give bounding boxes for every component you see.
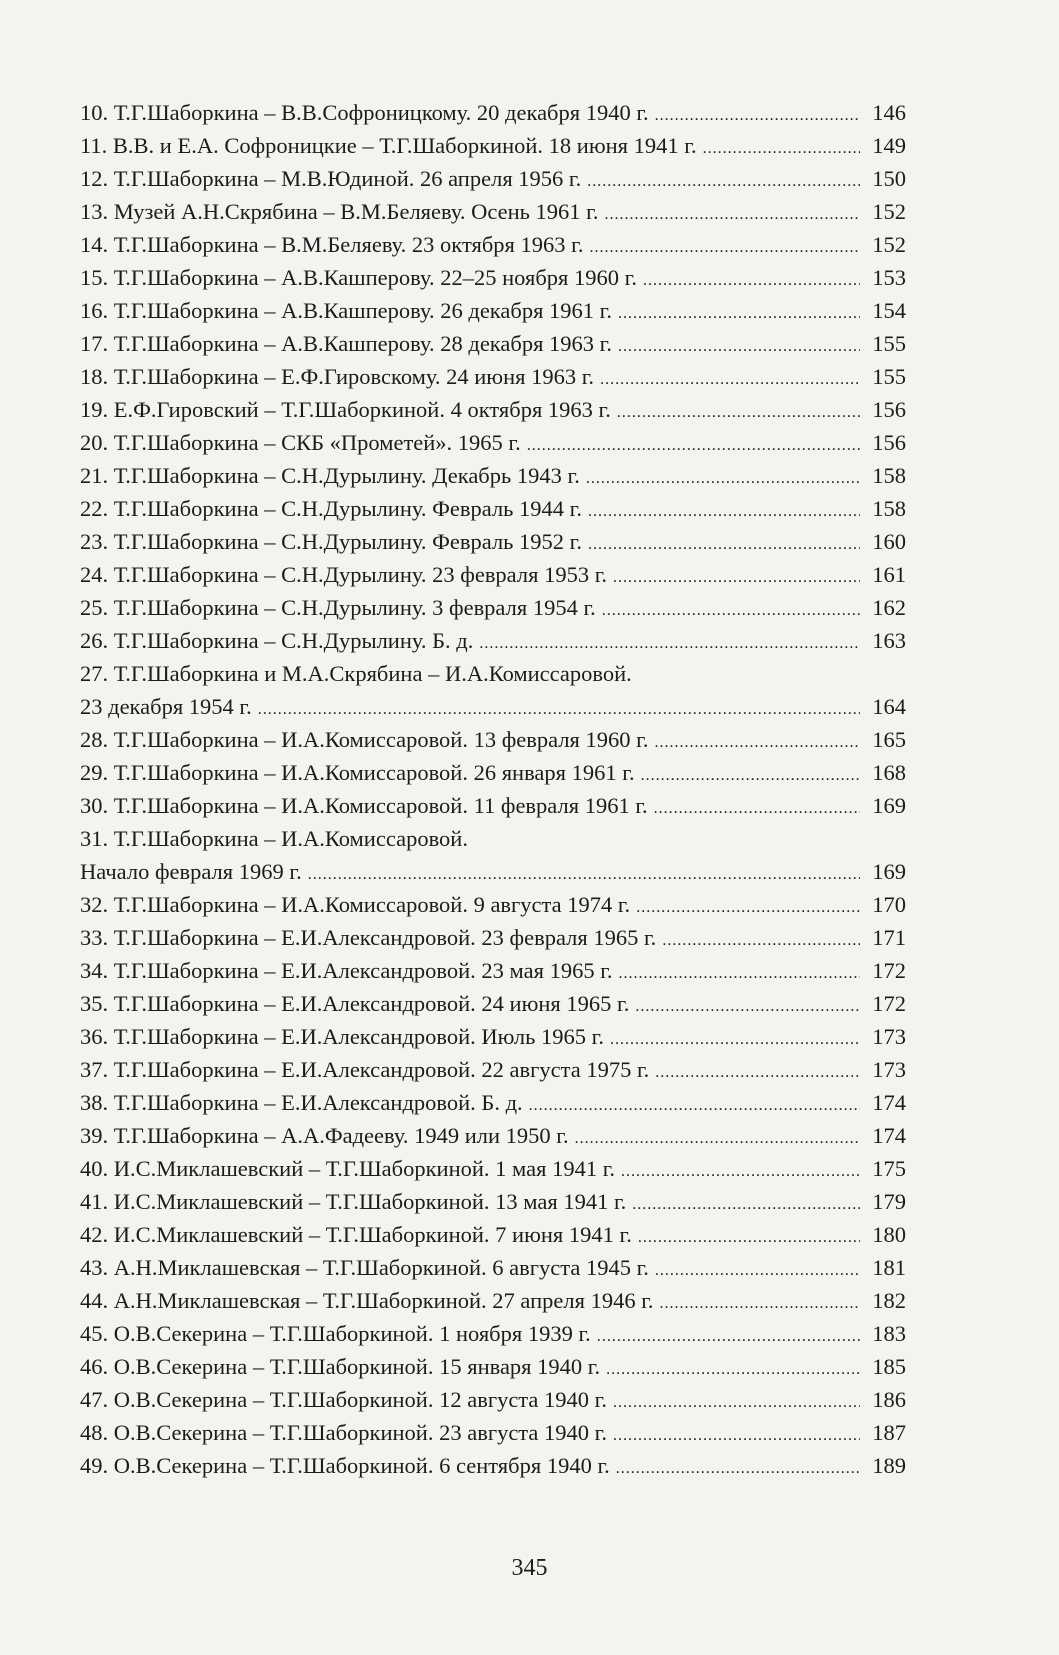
toc-entry-page: 170 <box>872 892 906 917</box>
toc-entry <box>80 1185 906 1218</box>
toc-entry-title: 30. Т.Г.Шаборкина – И.А.Комиссаровой. 11 февраля 1961 г. <box>80 793 648 818</box>
toc-entry <box>80 1383 906 1416</box>
toc-entry-title: 39. Т.Г.Шаборкина – А.А.Фадееву. 1949 или 1950 г. <box>80 1123 569 1148</box>
toc-entry <box>80 954 906 987</box>
toc-entry <box>80 1416 906 1449</box>
toc-entry <box>80 690 906 723</box>
dot-leader <box>613 1419 860 1452</box>
toc-entry-title: 47. О.В.Секерина – Т.Г.Шаборкиной. 12 августа 1940 г. <box>80 1387 607 1412</box>
toc-entry <box>80 525 906 558</box>
dot-leader <box>529 1089 860 1122</box>
dot-leader <box>589 231 860 264</box>
dot-leader <box>605 198 861 231</box>
toc-entry-page: 180 <box>872 1222 906 1247</box>
dot-leader <box>619 957 860 990</box>
toc-entry-title: 43. А.Н.Миклашевская – Т.Г.Шаборкиной. 6 августа 1945 г. <box>80 1255 649 1280</box>
toc-entry-page: 186 <box>872 1387 906 1412</box>
toc-entry-title: 33. Т.Г.Шаборкина – Е.И.Александровой. 23 февраля 1965 г. <box>80 925 657 950</box>
toc-entry-title: 23. Т.Г.Шаборкина – С.Н.Дурылину. Февраль 1952 г. <box>80 529 582 554</box>
toc-entry-title: 48. О.В.Секерина – Т.Г.Шаборкиной. 23 августа 1940 г. <box>80 1420 607 1445</box>
toc-entry <box>80 228 906 261</box>
dot-leader <box>654 726 860 759</box>
toc-entry <box>80 1119 906 1152</box>
toc-entry-title: 17. Т.Г.Шаборкина – А.В.Кашперову. 28 декабря 1963 г. <box>80 331 613 356</box>
dot-leader <box>618 330 860 363</box>
toc-entry-title: Начало февраля 1969 г. <box>80 859 302 884</box>
dot-leader <box>258 693 860 726</box>
toc-entry <box>80 1350 906 1383</box>
toc-entry-page: 181 <box>872 1255 906 1280</box>
toc-entry-title: 34. Т.Г.Шаборкина – Е.И.Александровой. 23 мая 1965 г. <box>80 958 613 983</box>
toc-entry-page: 161 <box>872 562 906 587</box>
dot-leader <box>586 462 860 495</box>
toc-entry-title: 24. Т.Г.Шаборкина – С.Н.Дурылину. 23 февраля 1953 г. <box>80 562 608 587</box>
toc-entry <box>80 921 906 954</box>
toc-entry <box>80 393 906 426</box>
toc-entry-title: 27. Т.Г.Шаборкина и М.А.Скрябина – И.А.Комиссаровой. <box>80 661 632 686</box>
toc-entry-page: 156 <box>872 397 906 422</box>
dot-leader <box>606 1353 860 1386</box>
dot-leader <box>662 924 860 957</box>
toc-entry <box>80 1152 906 1185</box>
toc-entry <box>80 96 906 129</box>
toc-entry-page: 171 <box>872 925 906 950</box>
toc-entry-title: 13. Музей А.Н.Скрябина – В.М.Беляеву. Осень 1961 г. <box>80 199 599 224</box>
toc-entry-page: 152 <box>872 199 906 224</box>
toc-entry-page: 158 <box>872 496 906 521</box>
toc-entry <box>80 591 906 624</box>
toc-entry <box>80 789 906 822</box>
toc-entry-title: 23 декабря 1954 г. <box>80 694 252 719</box>
toc-entry-page: 174 <box>872 1090 906 1115</box>
toc-entry-title: 14. Т.Г.Шаборкина – В.М.Беляеву. 23 октября 1963 г. <box>80 232 584 257</box>
toc-entry <box>80 1218 906 1251</box>
toc-entry-page: 152 <box>872 232 906 257</box>
toc-entry-page: 189 <box>872 1453 906 1478</box>
toc-entry-page: 173 <box>872 1057 906 1082</box>
toc-entry-title: 29. Т.Г.Шаборкина – И.А.Комиссаровой. 26 января 1961 г. <box>80 760 635 785</box>
toc-entry <box>80 459 906 492</box>
toc-entry <box>80 756 906 789</box>
toc-entry-page: 173 <box>872 1024 906 1049</box>
toc-entry-title: 16. Т.Г.Шаборкина – А.В.Кашперову. 26 декабря 1961 г. <box>80 298 613 323</box>
toc-entry <box>80 723 906 756</box>
dot-leader <box>617 396 860 429</box>
toc-entry <box>80 1020 906 1053</box>
toc-entry-title: 40. И.С.Миклашевский – Т.Г.Шаборкиной. 1 мая 1941 г. <box>80 1156 616 1181</box>
toc-entry-page: 146 <box>872 100 906 125</box>
toc-entry-page: 162 <box>872 595 906 620</box>
toc-entry-title: 12. Т.Г.Шаборкина – М.В.Юдиной. 26 апреля 1956 г. <box>80 166 582 191</box>
toc-entry <box>80 987 906 1020</box>
toc-entry <box>80 492 906 525</box>
toc-entry <box>80 195 906 228</box>
toc-entry-page: 169 <box>872 859 906 884</box>
page-number: 345 <box>511 1555 548 1581</box>
toc-entry-page: 155 <box>872 364 906 389</box>
toc-entry-title: 19. Е.Ф.Гировский – Т.Г.Шаборкиной. 4 октября 1963 г. <box>80 397 611 422</box>
dot-leader <box>655 1056 860 1089</box>
toc-entry-title: 26. Т.Г.Шаборкина – С.Н.Дурылину. Б. д. <box>80 628 474 653</box>
toc-entry-title: 38. Т.Г.Шаборкина – Е.И.Александровой. Б. д. <box>80 1090 523 1115</box>
toc-entry-page: 158 <box>872 463 906 488</box>
toc-entry <box>80 624 906 657</box>
toc-entry <box>80 1086 906 1119</box>
toc-entry-title: 25. Т.Г.Шаборкина – С.Н.Дурылину. 3 февраля 1954 г. <box>80 595 596 620</box>
toc-entry-page: 172 <box>872 958 906 983</box>
dot-leader <box>618 297 860 330</box>
toc-entry <box>80 162 906 195</box>
toc-entry-title: 31. Т.Г.Шаборкина – И.А.Комиссаровой. <box>80 826 468 851</box>
toc-entry-title: 44. А.Н.Миклашевская – Т.Г.Шаборкиной. 27 апреля 1946 г. <box>80 1288 654 1313</box>
toc-entry-title: 22. Т.Г.Шаборкина – С.Н.Дурылину. Февраль 1944 г. <box>80 496 582 521</box>
toc-entry <box>80 1449 906 1482</box>
toc-entry-page: 164 <box>872 694 906 719</box>
toc-entry <box>80 129 906 162</box>
toc-entry <box>80 261 906 294</box>
toc-entry-page: 163 <box>872 628 906 653</box>
dot-leader <box>635 990 860 1023</box>
toc-entry <box>80 1317 906 1350</box>
dot-leader <box>479 627 860 660</box>
toc-entry <box>80 888 906 921</box>
toc-entry <box>80 1053 906 1086</box>
toc-entry-page: 168 <box>872 760 906 785</box>
toc-entry-page: 169 <box>872 793 906 818</box>
toc-entry-title: 28. Т.Г.Шаборкина – И.А.Комиссаровой. 13 февраля 1960 г. <box>80 727 649 752</box>
dot-leader <box>638 1221 860 1254</box>
toc-entry-page: 153 <box>872 265 906 290</box>
toc-entry <box>80 294 906 327</box>
toc-entry-title: 10. Т.Г.Шаборкина – В.В.Софроницкому. 20 декабря 1940 г. <box>80 100 649 125</box>
toc-entry-page: 172 <box>872 991 906 1016</box>
toc-entry-page: 175 <box>872 1156 906 1181</box>
toc-entry-title: 11. В.В. и Е.А. Софроницкие – Т.Г.Шаборкиной. 18 июня 1941 г. <box>80 133 697 158</box>
dot-leader <box>587 165 860 198</box>
dot-leader <box>641 759 860 792</box>
toc-entry <box>80 327 906 360</box>
toc-entry <box>80 1251 906 1284</box>
dot-leader <box>597 1320 860 1353</box>
toc-entry-title: 35. Т.Г.Шаборкина – Е.И.Александровой. 24 июня 1965 г. <box>80 991 630 1016</box>
toc-entry-title: 20. Т.Г.Шаборкина – СКБ «Прометей». 1965 г. <box>80 430 521 455</box>
toc-entry <box>80 426 906 459</box>
toc-entry-page: 182 <box>872 1288 906 1313</box>
toc-entry-page: 155 <box>872 331 906 356</box>
dot-leader <box>655 99 860 132</box>
toc-entry <box>80 1284 906 1317</box>
toc-entry-title: 42. И.С.Миклашевский – Т.Г.Шаборкиной. 7 июня 1941 г. <box>80 1222 632 1247</box>
toc-entry-title: 18. Т.Г.Шаборкина – Е.Ф.Гировскому. 24 июня 1963 г. <box>80 364 595 389</box>
dot-leader <box>308 858 860 891</box>
dot-leader <box>621 1155 860 1188</box>
dot-leader <box>610 1023 860 1056</box>
dot-leader <box>613 561 860 594</box>
toc-entry-title: 49. О.В.Секерина – Т.Г.Шаборкиной. 6 сентября 1940 г. <box>80 1453 610 1478</box>
dot-leader <box>613 1386 860 1419</box>
toc-entry <box>80 822 906 855</box>
toc-entry-page: 183 <box>872 1321 906 1346</box>
dot-leader <box>575 1122 860 1155</box>
toc-entry-title: 15. Т.Г.Шаборкина – А.В.Кашперову. 22–25 ноября 1960 г. <box>80 265 637 290</box>
toc-entry-page: 150 <box>872 166 906 191</box>
toc-entry-page: 160 <box>872 529 906 554</box>
toc-entry-title: 36. Т.Г.Шаборкина – Е.И.Александровой. Июль 1965 г. <box>80 1024 604 1049</box>
dot-leader <box>655 1254 860 1287</box>
dot-leader <box>636 891 860 924</box>
dot-leader <box>616 1452 860 1485</box>
dot-leader <box>602 594 860 627</box>
toc-entry-title: 21. Т.Г.Шаборкина – С.Н.Дурылину. Декабрь 1943 г. <box>80 463 580 488</box>
toc-entry-page: 185 <box>872 1354 906 1379</box>
dot-leader <box>632 1188 860 1221</box>
toc-entry <box>80 558 906 591</box>
toc-entry-page: 179 <box>872 1189 906 1214</box>
dot-leader <box>588 528 860 561</box>
dot-leader <box>588 495 860 528</box>
toc-entry-page: 165 <box>872 727 906 752</box>
toc-entry-title: 41. И.С.Миклашевский – Т.Г.Шаборкиной. 13 мая 1941 г. <box>80 1189 627 1214</box>
toc-entry <box>80 360 906 393</box>
dot-leader <box>660 1287 860 1320</box>
toc-entry-page: 156 <box>872 430 906 455</box>
dot-leader <box>600 363 860 396</box>
toc-entry-page: 154 <box>872 298 906 323</box>
toc-entry-title: 45. О.В.Секерина – Т.Г.Шаборкиной. 1 ноября 1939 г. <box>80 1321 591 1346</box>
dot-leader <box>527 429 860 462</box>
toc-entry-title: 37. Т.Г.Шаборкина – Е.И.Александровой. 22 августа 1975 г. <box>80 1057 650 1082</box>
toc-entry <box>80 855 906 888</box>
dot-leader <box>643 264 860 297</box>
toc-entry-page: 174 <box>872 1123 906 1148</box>
toc-entry-title: 46. О.В.Секерина – Т.Г.Шаборкиной. 15 января 1940 г. <box>80 1354 601 1379</box>
toc-entry-page: 149 <box>872 133 906 158</box>
toc-entry-page: 187 <box>872 1420 906 1445</box>
dot-leader <box>703 132 860 165</box>
toc-entry-title: 32. Т.Г.Шаборкина – И.А.Комиссаровой. 9 августа 1974 г. <box>80 892 631 917</box>
toc-entry <box>80 657 906 690</box>
table-of-contents <box>80 96 906 1482</box>
dot-leader <box>654 792 860 825</box>
